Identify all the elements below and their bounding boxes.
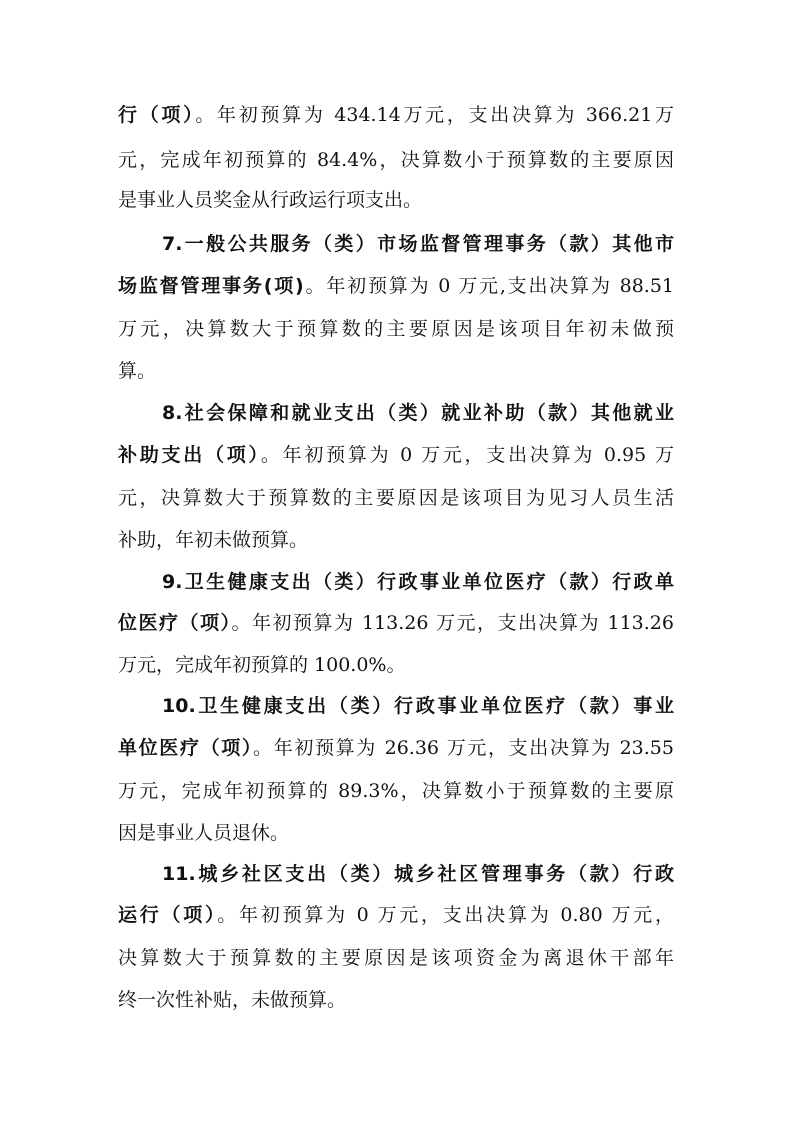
body-text: 。年初预算为 0 万元，支出决算为 0.80 万元， <box>217 904 674 926</box>
bold-heading: 场监督管理事务(项) <box>118 275 304 297</box>
body-text: 补助，年初未做预算。 <box>118 529 309 551</box>
text-line <box>118 268 674 304</box>
body-text: 因是事业人员退休。 <box>118 822 290 844</box>
bold-heading: 11.城乡社区支出（类）城乡社区管理事务（款）行政 <box>162 863 674 885</box>
bold-heading: 10.卫生健康支出（类）行政事业单位医疗（款）事业 <box>162 695 674 717</box>
body-text: 。年初预算为 0 万元,支出决算为 88.51 <box>303 275 674 297</box>
body-text: 。年初预算为 113.26 万元，支出决算为 113.26 <box>231 612 674 634</box>
text-line <box>162 564 674 600</box>
text-line <box>162 688 674 724</box>
body-text: 是事业人员奖金从行政运行项支出。 <box>118 189 423 211</box>
body-text: 万元，完成年初预算的 100.0%。 <box>118 654 406 676</box>
text-line <box>118 773 674 809</box>
bold-heading: 位医疗（项） <box>118 612 232 634</box>
text-line <box>118 940 674 976</box>
body-text: 算。 <box>118 360 157 382</box>
body-text: 决算数大于预算数的主要原因是该项资金为离退休干部年 <box>118 947 674 969</box>
body-text: 元，决算数大于预算数的主要原因是该项目为见习人员生活 <box>118 487 674 509</box>
text-line <box>118 480 674 516</box>
text-line <box>118 311 674 347</box>
bold-heading: 行（项） <box>118 104 196 126</box>
bold-heading: 运行（项） <box>118 904 218 926</box>
text-line <box>118 353 674 389</box>
text-line <box>118 897 674 933</box>
body-text: 。年初预算为 434.14万元，支出决算为 366.21万 <box>195 104 674 126</box>
bold-heading: 补助支出（项） <box>118 444 261 466</box>
bold-heading: 8.社会保障和就业支出（类）就业补助（款）其他就业 <box>162 402 674 424</box>
body-text: 万元，完成年初预算的 89.3%，决算数小于预算数的主要原 <box>118 780 674 802</box>
body-text: 。年初预算为 0 万元，支出决算为 0.95 万 <box>260 444 674 466</box>
bold-heading: 单位医疗（项） <box>118 737 254 759</box>
text-line <box>118 142 674 178</box>
text-line <box>162 856 674 892</box>
body-text: 终一次性补贴，未做预算。 <box>118 989 347 1011</box>
text-line <box>118 982 674 1018</box>
text-line <box>162 395 674 431</box>
text-line <box>118 647 674 683</box>
text-line <box>118 522 674 558</box>
body-text: 元，完成年初预算的 84.4%，决算数小于预算数的主要原因 <box>118 149 674 171</box>
text-line <box>118 730 674 766</box>
text-line <box>118 605 674 641</box>
text-line <box>118 815 674 851</box>
text-line <box>118 182 674 218</box>
body-text: 万元，决算数大于预算数的主要原因是该项目年初未做预 <box>118 318 674 340</box>
bold-heading: 9.卫生健康支出（类）行政事业单位医疗（款）行政单 <box>162 571 674 593</box>
body-text: 。年初预算为 26.36 万元，支出决算为 23.55 <box>253 737 674 759</box>
bold-heading: 7.一般公共服务（类）市场监督管理事务（款）其他市 <box>162 233 674 255</box>
text-line <box>118 437 674 473</box>
text-line <box>118 97 674 133</box>
text-line <box>162 226 674 262</box>
